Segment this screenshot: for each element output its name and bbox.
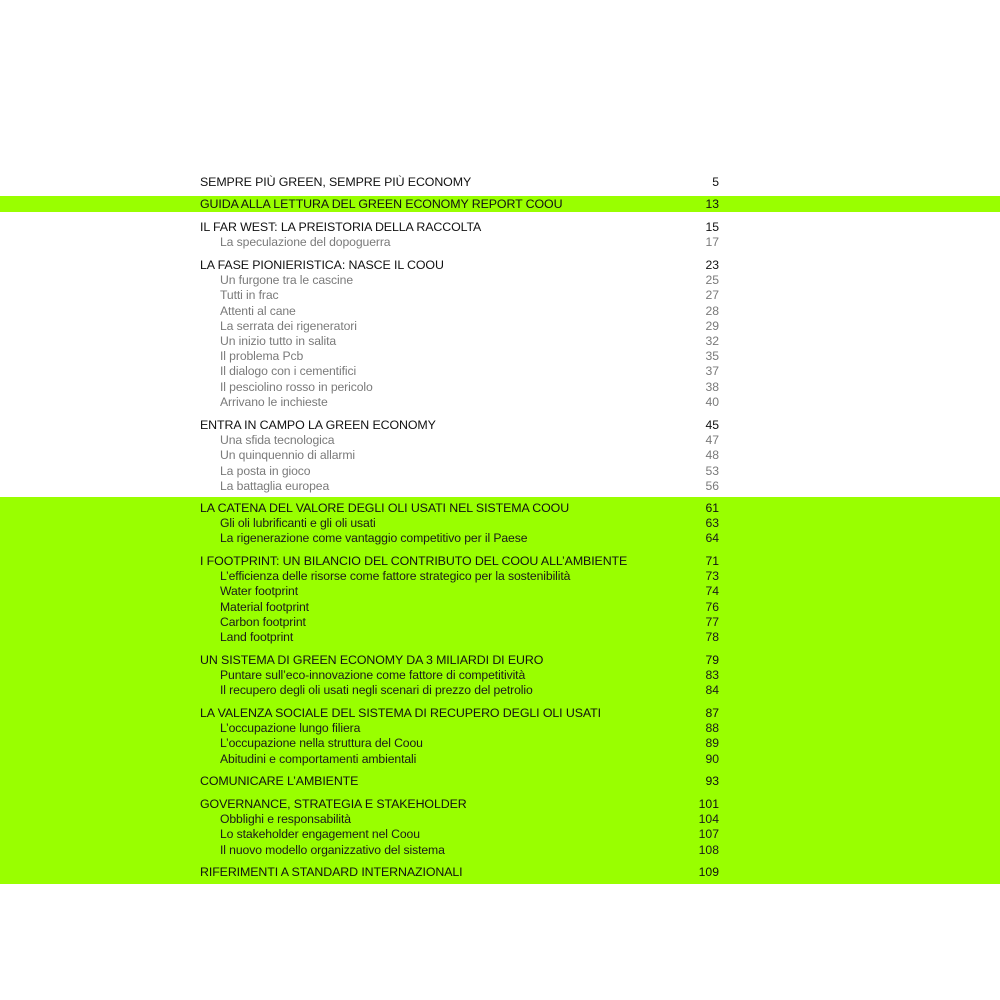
toc-subitem-page: 40 bbox=[705, 394, 719, 409]
toc-subitem[interactable] bbox=[0, 720, 1000, 736]
toc-subitem-title: Gli oli lubrificanti e gli oli usati bbox=[220, 516, 376, 531]
toc-section-title: LA VALENZA SOCIALE DEL SISTEMA DI RECUPERO DEGLI OLI USATI bbox=[200, 706, 601, 720]
toc-subitem-title: Un quinquennio di allarmi bbox=[220, 448, 356, 463]
toc-subitem[interactable] bbox=[0, 478, 1000, 494]
toc-subitem[interactable] bbox=[0, 599, 1000, 615]
toc-section[interactable] bbox=[0, 553, 1000, 569]
toc-subitem-page: 76 bbox=[705, 599, 719, 614]
toc-subitem-page: 29 bbox=[705, 318, 719, 333]
toc-subitem-title: L’occupazione lungo filiera bbox=[220, 721, 361, 736]
toc-subitem[interactable] bbox=[0, 287, 1000, 303]
toc-subitem-page: 28 bbox=[705, 303, 719, 318]
toc-subitem[interactable] bbox=[0, 515, 1000, 531]
toc-subitem[interactable] bbox=[0, 614, 1000, 630]
toc-subitem-title: Land footprint bbox=[220, 630, 294, 644]
toc-subitem-page: 83 bbox=[705, 668, 719, 683]
toc-section-title: LA FASE PIONIERISTICA: NASCE IL COOU bbox=[200, 258, 444, 272]
toc-subitem[interactable] bbox=[0, 447, 1000, 463]
toc-section-page: 87 bbox=[705, 706, 719, 720]
toc-subitem[interactable] bbox=[0, 842, 1000, 858]
toc-subitem-title: Una sfida tecnologica bbox=[220, 433, 335, 448]
toc-subitem-page: 63 bbox=[705, 516, 719, 531]
toc-subitem[interactable] bbox=[0, 568, 1000, 584]
toc-subitem-page: 27 bbox=[705, 288, 719, 303]
toc-section[interactable] bbox=[0, 773, 1000, 789]
toc-subitem-title: L’efficienza delle risorse come fattore strategico per la sostenibilità bbox=[220, 569, 571, 584]
toc-subitem-title: Attenti al cane bbox=[220, 303, 296, 318]
toc-subitem[interactable] bbox=[0, 234, 1000, 250]
toc-subitem-title: Lo stakeholder engagement nel Coou bbox=[220, 827, 420, 842]
toc-section[interactable] bbox=[0, 796, 1000, 812]
toc-section-page: 61 bbox=[705, 501, 719, 515]
toc-section-page: 13 bbox=[705, 197, 719, 211]
toc-section-page: 109 bbox=[698, 865, 719, 879]
toc-subitem-title: Il problema Pcb bbox=[220, 349, 304, 364]
toc-subitem[interactable] bbox=[0, 432, 1000, 448]
toc-section-page: 5 bbox=[712, 175, 719, 189]
toc-subitem-page: 37 bbox=[705, 364, 719, 379]
toc-subitem-title: Il nuovo modello organizzativo del sistema bbox=[220, 842, 445, 857]
toc-section-title: GUIDA ALLA LETTURA DEL GREEN ECONOMY REPORT COOU bbox=[200, 197, 563, 211]
toc-subitem[interactable] bbox=[0, 667, 1000, 683]
toc-subitem-page: 108 bbox=[698, 842, 719, 857]
toc-subitem-page: 32 bbox=[705, 334, 719, 348]
toc-subitem-page: 53 bbox=[705, 463, 719, 478]
toc-section[interactable] bbox=[0, 417, 1000, 433]
toc-section-title: UN SISTEMA DI GREEN ECONOMY DA 3 MILIARDI DI EURO bbox=[200, 653, 544, 667]
toc-subitem-page: 78 bbox=[705, 630, 719, 644]
toc-subitem[interactable] bbox=[0, 333, 1000, 349]
toc-section-page: 23 bbox=[705, 258, 719, 272]
toc-subitem-title: Un furgone tra le cascine bbox=[220, 273, 353, 288]
toc-subitem-title: Material footprint bbox=[220, 599, 309, 614]
toc-subitem[interactable] bbox=[0, 682, 1000, 698]
toc-subitem-title: Il pesciolino rosso in pericolo bbox=[220, 379, 373, 394]
toc-subitem-page: 17 bbox=[705, 235, 719, 250]
toc-subitem-page: 77 bbox=[705, 614, 719, 629]
toc-section[interactable] bbox=[0, 196, 1000, 212]
toc-section-title: I FOOTPRINT: UN BILANCIO DEL CONTRIBUTO DEL COOU ALL’AMBIENTE bbox=[200, 554, 628, 568]
toc-subitem-title: Il dialogo con i cementifici bbox=[220, 364, 357, 379]
toc-subitem[interactable] bbox=[0, 751, 1000, 767]
toc-subitem[interactable] bbox=[0, 379, 1000, 395]
toc-subitem[interactable] bbox=[0, 826, 1000, 842]
toc-section-page: 15 bbox=[705, 220, 719, 234]
toc-section-page: 71 bbox=[705, 554, 719, 568]
toc-section-title: ENTRA IN CAMPO LA GREEN ECONOMY bbox=[200, 418, 436, 432]
toc-subitem-title: La serrata dei rigeneratori bbox=[220, 318, 357, 333]
toc-subitem[interactable] bbox=[0, 303, 1000, 319]
toc-subitem-page: 104 bbox=[698, 812, 719, 827]
toc-section-title: GOVERNANCE, STRATEGIA E STAKEHOLDER bbox=[200, 797, 467, 811]
toc-section-page: 93 bbox=[705, 774, 719, 788]
toc-section-page: 45 bbox=[705, 418, 719, 432]
toc-section[interactable] bbox=[0, 257, 1000, 273]
toc-subitem[interactable] bbox=[0, 629, 1000, 645]
toc-subitem-title: L’occupazione nella struttura del Coou bbox=[220, 736, 423, 751]
toc-subitem-page: 47 bbox=[705, 433, 719, 448]
toc-subitem[interactable] bbox=[0, 363, 1000, 379]
toc-section-page: 101 bbox=[698, 797, 719, 811]
toc-subitem[interactable] bbox=[0, 530, 1000, 546]
toc-section[interactable] bbox=[0, 219, 1000, 235]
toc-subitem-title: La posta in gioco bbox=[220, 463, 311, 478]
toc-subitem-title: Abitudini e comportamenti ambientali bbox=[220, 751, 417, 766]
toc-subitem-page: 90 bbox=[705, 751, 719, 766]
toc-subitem-page: 88 bbox=[705, 721, 719, 736]
toc-section[interactable] bbox=[0, 705, 1000, 721]
toc-subitem[interactable] bbox=[0, 272, 1000, 288]
toc-subitem-page: 89 bbox=[705, 736, 719, 751]
toc-subitem-page: 56 bbox=[705, 478, 719, 493]
toc-subitem-page: 107 bbox=[698, 827, 719, 842]
toc-subitem-title: Puntare sull’eco-innovazione come fattore di competitività bbox=[220, 668, 526, 683]
toc-section-title: COMUNICARE L’AMBIENTE bbox=[200, 774, 359, 788]
toc-subitem-title: Il recupero degli oli usati negli scenari di prezzo del petrolio bbox=[220, 683, 533, 698]
toc-subitem-title: La speculazione del dopoguerra bbox=[220, 235, 391, 250]
toc-subitem[interactable] bbox=[0, 463, 1000, 479]
toc-section[interactable] bbox=[0, 174, 1000, 190]
toc-subitem-title: Water footprint bbox=[220, 584, 298, 599]
toc-subitem[interactable] bbox=[0, 318, 1000, 334]
toc-subitem-title: Obblighi e responsabilità bbox=[220, 812, 351, 827]
toc-section-title: LA CATENA DEL VALORE DEGLI OLI USATI NEL SISTEMA COOU bbox=[200, 501, 570, 515]
toc-section-title: IL FAR WEST: LA PREISTORIA DELLA RACCOLTA bbox=[200, 220, 482, 234]
toc-section-title: SEMPRE PIÙ GREEN, SEMPRE PIÙ ECONOMY bbox=[200, 175, 472, 189]
toc-subitem-page: 64 bbox=[705, 531, 719, 546]
toc-subitem[interactable] bbox=[0, 583, 1000, 599]
toc-subitem-page: 73 bbox=[705, 569, 719, 584]
toc-subitem-title: La rigenerazione come vantaggio competitivo per il Paese bbox=[220, 531, 528, 546]
toc-subitem-page: 84 bbox=[705, 683, 719, 698]
toc-subitem-title: Un inizio tutto in salita bbox=[220, 334, 337, 348]
toc-subitem-page: 38 bbox=[705, 379, 719, 394]
toc-subitem-title: Arrivano le inchieste bbox=[220, 394, 328, 409]
toc-section-title: RIFERIMENTI A STANDARD INTERNAZIONALI bbox=[200, 865, 463, 879]
toc-subitem-title: La battaglia europea bbox=[220, 478, 330, 493]
toc-subitem[interactable] bbox=[0, 394, 1000, 410]
toc-section[interactable] bbox=[0, 500, 1000, 516]
toc-section-page: 79 bbox=[705, 653, 719, 667]
toc-subitem-page: 35 bbox=[705, 349, 719, 364]
toc-section[interactable] bbox=[0, 864, 1000, 880]
toc-subitem[interactable] bbox=[0, 348, 1000, 364]
toc-subitem[interactable] bbox=[0, 811, 1000, 827]
toc-subitem-page: 74 bbox=[705, 584, 719, 599]
toc-subitem-page: 25 bbox=[705, 273, 719, 288]
toc-subitem-title: Carbon footprint bbox=[220, 614, 306, 629]
toc-section[interactable] bbox=[0, 652, 1000, 668]
toc-subitem-page: 48 bbox=[705, 448, 719, 463]
toc-subitem-title: Tutti in frac bbox=[220, 288, 279, 303]
toc-subitem[interactable] bbox=[0, 735, 1000, 751]
